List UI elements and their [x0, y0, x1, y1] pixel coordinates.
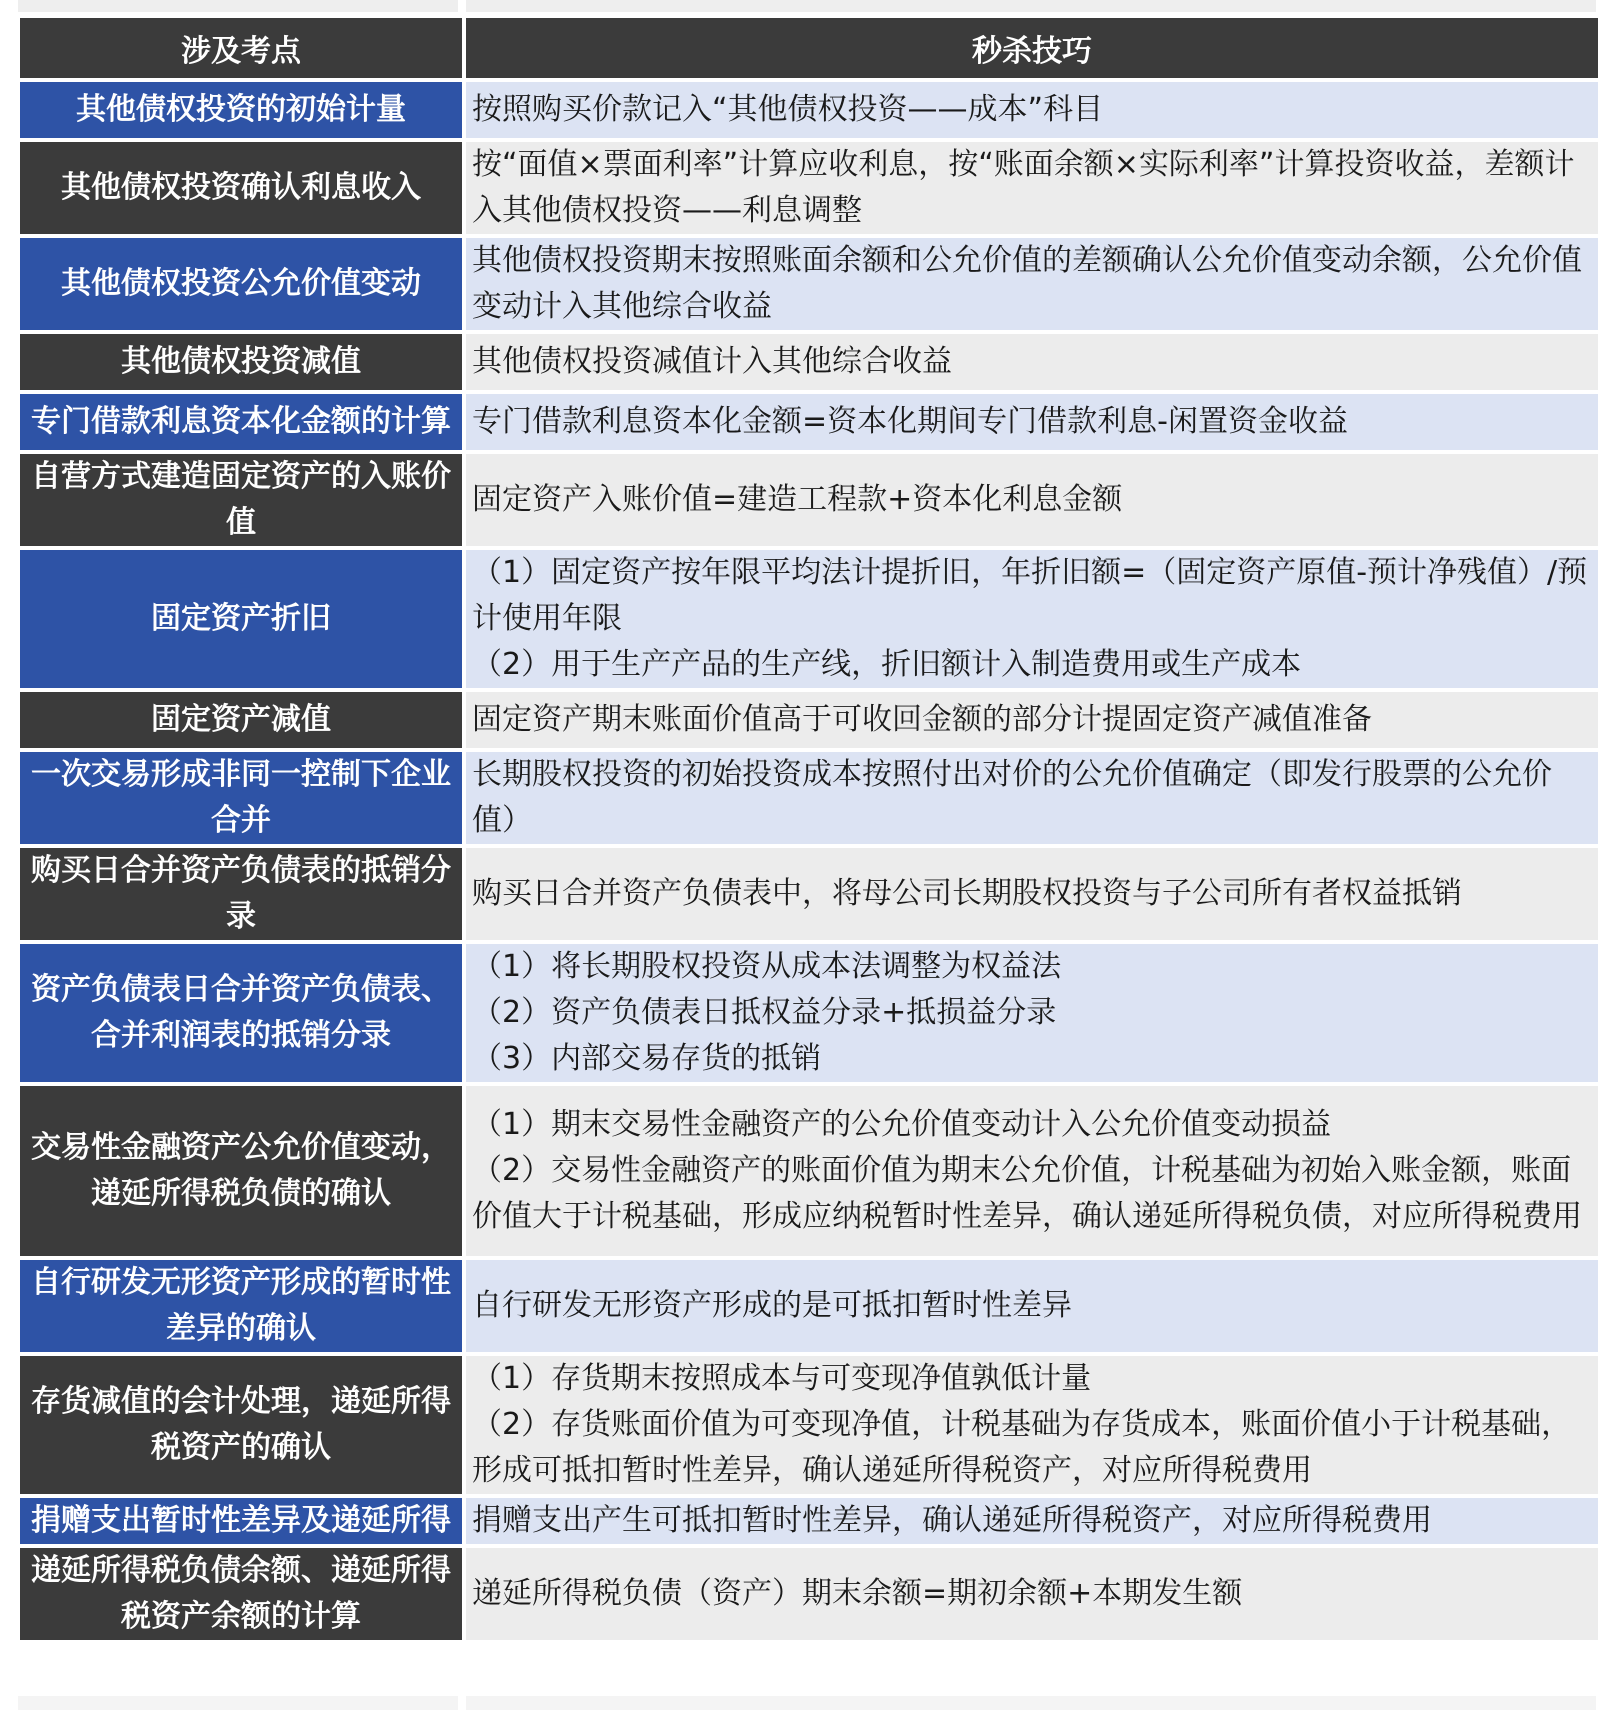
topic-cell	[20, 334, 462, 390]
topic-label: 其他债权投资公允价值变动	[61, 266, 421, 301]
topic-cell	[20, 1548, 462, 1640]
table-row	[20, 1260, 1598, 1352]
tip-text: 按“面值×票面利率”计算应收利息，按“账面余额×实际利率”计算投资收益，差额计入其他债权投资——利息调整	[472, 147, 1575, 228]
table-row	[20, 550, 1598, 688]
topic-label: 一次交易形成非同一控制下企业合并	[31, 757, 451, 838]
topic-cell	[20, 1260, 462, 1352]
tip-text: 捐赠支出产生可抵扣暂时性差异，确认递延所得税资产，对应所得税费用	[472, 1503, 1432, 1538]
tip-cell	[466, 82, 1598, 138]
tip-text: 固定资产期末账面价值高于可收回金额的部分计提固定资产减值准备	[472, 702, 1372, 737]
tip-text: 自行研发无形资产形成的是可抵扣暂时性差异	[472, 1288, 1072, 1323]
table-row	[20, 1356, 1598, 1494]
topic-label: 存货减值的会计处理，递延所得税资产的确认	[31, 1384, 451, 1465]
topic-label: 固定资产折旧	[151, 601, 331, 636]
topic-cell	[20, 1086, 462, 1256]
exam-tips-table	[16, 14, 1602, 1644]
tip-text: （2）用于生产产品的生产线，折旧额计入制造费用或生产成本	[472, 647, 1302, 682]
tip-text: （2）存货账面价值为可变现净值，计税基础为存货成本，账面价值小于计税基础，形成可抵扣暂时性差异，确认递延所得税资产，对应所得税费用	[472, 1407, 1572, 1488]
topic-cell	[20, 692, 462, 748]
tip-cell	[466, 1260, 1598, 1352]
tip-cell	[466, 752, 1598, 844]
table-row	[20, 752, 1598, 844]
tip-cell	[466, 692, 1598, 748]
topic-label: 交易性金融资产公允价值变动，递延所得税负债的确认	[31, 1130, 451, 1211]
table-row	[20, 142, 1598, 234]
topic-label: 购买日合并资产负债表的抵销分录	[31, 853, 451, 934]
top-strip	[0, 0, 1614, 14]
topic-label: 自营方式建造固定资产的入账价值	[31, 459, 451, 540]
tip-cell	[466, 1086, 1598, 1256]
topic-cell	[20, 550, 462, 688]
topic-cell	[20, 1498, 462, 1544]
tip-text: 递延所得税负债（资产）期末余额=期初余额+本期发生额	[472, 1576, 1243, 1611]
tip-text: 固定资产入账价值=建造工程款+资本化利息金额	[472, 482, 1123, 517]
topic-label: 固定资产减值	[151, 702, 331, 737]
table-row	[20, 692, 1598, 748]
topic-label: 其他债权投资减值	[121, 344, 361, 379]
tip-cell	[466, 142, 1598, 234]
tip-text: 专门借款利息资本化金额=资本化期间专门借款利息-闲置资金收益	[472, 404, 1348, 439]
tip-text: 长期股权投资的初始投资成本按照付出对价的公允价值确定（即发行股票的公允价值）	[472, 757, 1552, 838]
topic-label: 资产负债表日合并资产负债表、合并利润表的抵销分录	[31, 972, 451, 1053]
table-row	[20, 1548, 1598, 1640]
tip-text: 其他债权投资减值计入其他综合收益	[472, 344, 952, 379]
topic-cell	[20, 142, 462, 234]
table-row	[20, 454, 1598, 546]
topic-cell	[20, 454, 462, 546]
table-row	[20, 1498, 1598, 1544]
tip-text: 其他债权投资期末按照账面余额和公允价值的差额确认公允价值变动余额，公允价值变动计入其他综合收益	[472, 243, 1582, 324]
topic-cell	[20, 1356, 462, 1494]
table-row	[20, 394, 1598, 450]
topic-label: 其他债权投资的初始计量	[76, 92, 406, 127]
tip-text: （1）存货期末按照成本与可变现净值孰低计量	[472, 1361, 1092, 1396]
table-row	[20, 238, 1598, 330]
table-header-row	[20, 18, 1598, 78]
topic-cell	[20, 944, 462, 1082]
tip-text: （1）期末交易性金融资产的公允价值变动计入公允价值变动损益	[472, 1107, 1332, 1142]
topic-label: 捐赠支出暂时性差异及递延所得	[31, 1503, 451, 1538]
table-row	[20, 944, 1598, 1082]
tip-text: 按照购买价款记入“其他债权投资——成本”科目	[472, 92, 1104, 127]
tip-cell	[466, 1548, 1598, 1640]
tip-text: （1）固定资产按年限平均法计提折旧，年折旧额=（固定资产原值-预计净残值）/预计使用年限	[472, 555, 1588, 636]
table-row	[20, 334, 1598, 390]
tip-cell	[466, 550, 1598, 688]
tip-text: （1）将长期股权投资从成本法调整为权益法	[472, 949, 1062, 984]
topic-cell	[20, 848, 462, 940]
topic-cell	[20, 752, 462, 844]
topic-label: 其他债权投资确认利息收入	[61, 170, 421, 205]
table-row	[20, 848, 1598, 940]
tip-text: 购买日合并资产负债表中，将母公司长期股权投资与子公司所有者权益抵销	[472, 876, 1462, 911]
tip-cell	[466, 1356, 1598, 1494]
topic-label: 自行研发无形资产形成的暂时性差异的确认	[31, 1265, 451, 1346]
topic-label: 递延所得税负债余额、递延所得税资产余额的计算	[31, 1553, 451, 1634]
header-topic: 涉及考点	[20, 18, 462, 78]
tip-text: （3）内部交易存货的抵销	[472, 1041, 822, 1076]
topic-cell	[20, 238, 462, 330]
tip-text: （2）交易性金融资产的账面价值为期末公允价值，计税基础为初始入账金额，账面价值大于计税基础，形成应纳税暂时性差异，确认递延所得税负债，对应所得税费用	[472, 1153, 1582, 1234]
tip-cell	[466, 334, 1598, 390]
tip-cell	[466, 394, 1598, 450]
tip-cell	[466, 1498, 1598, 1544]
tip-cell	[466, 238, 1598, 330]
tip-text: （2）资产负债表日抵权益分录+抵损益分录	[472, 995, 1057, 1030]
topic-cell	[20, 82, 462, 138]
topic-cell	[20, 394, 462, 450]
table-row	[20, 82, 1598, 138]
tip-cell	[466, 848, 1598, 940]
topic-label: 专门借款利息资本化金额的计算	[31, 404, 451, 439]
tip-cell	[466, 454, 1598, 546]
header-tips: 秒杀技巧	[466, 18, 1598, 78]
tip-cell	[466, 944, 1598, 1082]
table-row	[20, 1086, 1598, 1256]
